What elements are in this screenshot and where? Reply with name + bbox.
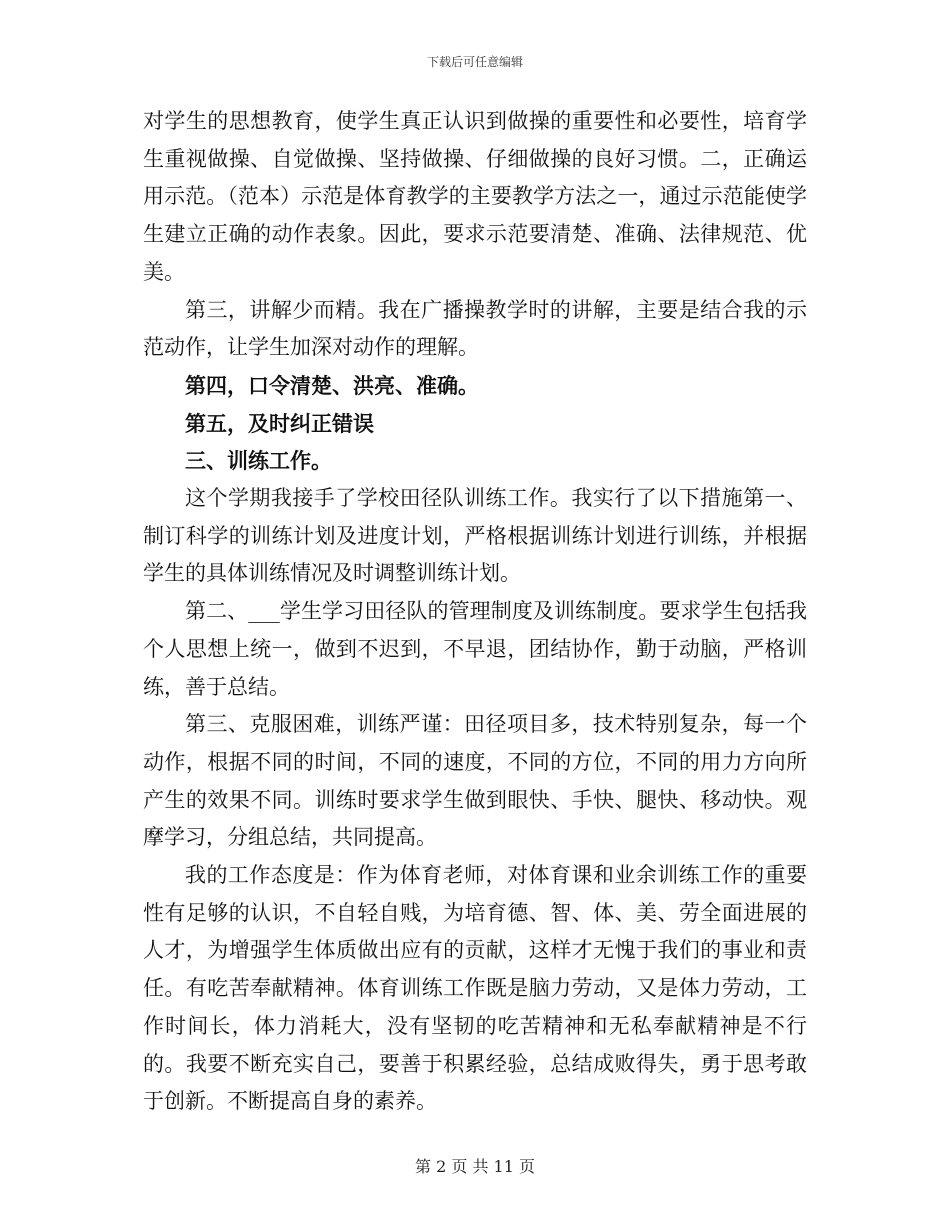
paragraph-third-point: 第三，讲解少而精。我在广播操教学时的讲解，主要是结合我的示范动作，让学生加深对动作的理解。 <box>143 297 807 360</box>
page-number: 第 2 页 共 11 页 <box>415 1157 535 1176</box>
heading-fifth-point: 第五，及时纠正错误 <box>185 410 374 436</box>
paragraph-continued: 对学生的思想教育，使学生真正认识到做操的重要性和必要性，培育学生重视做操、自觉做操、坚持做操、仔细做操的良好习惯。二，正确运用示范。（范本）示范是体育教学的主要教学方法之一，通过示范能使学生建立正确的动作表象。因此，要求示范要清楚、准确、法律规范、优美。 <box>143 109 807 284</box>
paragraph-training-second: 第二、___学生学习田径队的管理制度及训练制度。要求学生包括我个人思想上统一，做到不迟到，不早退，团结协作，勤于动脑，严格训练，善于总结。 <box>143 599 807 699</box>
page-header: 下载后可任意编辑 <box>426 55 523 69</box>
paragraph-training-third: 第三、克服困难，训练严谨：田径项目多，技术特别复杂，每一个动作，根据不同的时间，不同的速度，不同的方位，不同的用力方向所产生的效果不同。训练时要求学生做到眼快、手快、腿快、移动快。观摩学习，分组总结，共同提高。 <box>143 712 807 850</box>
document-body <box>143 103 807 1121</box>
section-heading-training: 三、训练工作。 <box>185 448 332 474</box>
heading-fourth-point: 第四，口令清楚、洪亮、准确。 <box>185 372 479 398</box>
paragraph-training-intro: 这个学期我接手了学校田径队训练工作。我实行了以下措施第一、制订科学的训练计划及进度计划，严格根据训练计划进行训练，并根据学生的具体训练情况及时调整训练计划。 <box>143 486 807 586</box>
paragraph-work-attitude: 我的工作态度是：作为体育老师，对体育课和业余训练工作的重要性有足够的认识，不自轻自贱，为培育德、智、体、美、劳全面进展的人才，为增强学生体质做出应有的贡献，这样才无愧于我们的事业和责任。有吃苦奉献精神。体育训练工作既是脑力劳动，又是体力劳动，工作时间长，体力消耗大，没有坚韧的吃苦精神和无私奉献精神是不行的。我要不断充实自己，要善于积累经验，总结成败得失，勇于思考敢于创新。不断提高自身的素养。 <box>143 863 807 1114</box>
